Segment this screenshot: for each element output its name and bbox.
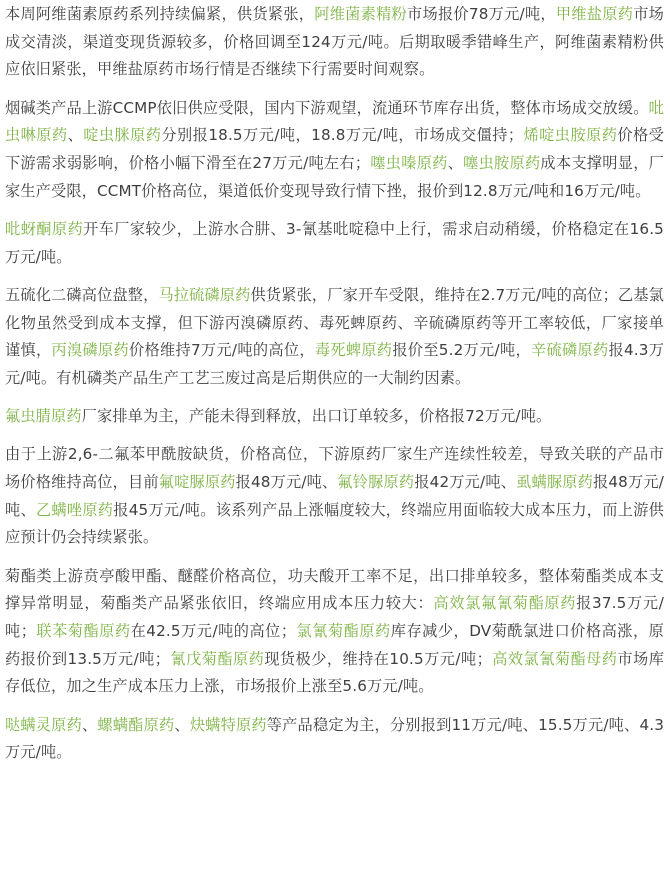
- text-run: 在42.5万元/吨的高位；: [130, 622, 297, 641]
- text-run: 现货极少，维持在10.5万元/吨；: [264, 649, 492, 668]
- product-link[interactable]: 阿维菌素精粉: [314, 5, 408, 23]
- paragraph-acaricides: [5, 712, 664, 767]
- text-run: 、: [81, 715, 98, 734]
- product-link[interactable]: 啶虫脒原药: [83, 126, 162, 145]
- text-run: 价格受下游需求弱影响，价格小幅下滑至在27万元/吨左右；: [5, 126, 664, 173]
- product-link[interactable]: 甲维盐原药: [555, 5, 634, 23]
- text-run: 供货紧张，厂家开车受限，维持在2.7万元/吨的高位；乙基氯化物虽然受到成本支撑，但下游丙溴磷原药、毒死蜱原药、辛硫磷原药等开工率较低，厂家接单谨慎，: [5, 285, 665, 360]
- text-run: 等产品稳定为主，分别报到11万元/吨、15.5万元/吨、4.3万元/吨。: [5, 715, 665, 762]
- product-link[interactable]: 氟虫腈原药: [5, 407, 82, 426]
- product-link[interactable]: 氯氰菊酯原药: [296, 622, 391, 641]
- text-run: 本周阿维菌素原药系列持续偏紧，供货紧张，: [5, 5, 315, 23]
- text-run: 市场库存低位，加之生产成本压力上涨，市场报价上涨至5.6万元/吨。: [5, 649, 665, 696]
- product-link[interactable]: 丙溴磷原药: [51, 341, 129, 360]
- text-run: 由于上游2,6-二氟苯甲酰胺缺货，价格高位，下游原药厂家生产连续性较差，导致关联的产品市场价格维持高位，目前: [5, 445, 664, 492]
- product-link[interactable]: 毒死蜱原药: [314, 341, 393, 360]
- product-link[interactable]: 烯啶虫胺原药: [523, 126, 618, 145]
- text-run: 市场报价78万元/吨，: [407, 5, 556, 23]
- text-run: 市场成交清淡，渠道变现货源较多，价格回调至124万元/吨。后期取暖季错峰生产，阿维菌素精粉供应依旧紧张，甲维盐原药市场行情是否继续下行需要时间观察。: [5, 5, 664, 79]
- product-link[interactable]: 高效氯氰菊酯母药: [491, 649, 618, 668]
- text-run: 报价至5.2万元/吨，: [392, 341, 531, 360]
- paragraph-benzoylureas: [5, 441, 664, 552]
- product-link[interactable]: 螺螨酯原药: [97, 715, 175, 734]
- product-link[interactable]: 氟铃脲原药: [337, 473, 415, 492]
- text-run: 报48万元/吨、: [235, 473, 338, 492]
- product-link[interactable]: 噻虫嗪原药: [370, 154, 448, 173]
- product-link[interactable]: 乙螨唑原药: [35, 500, 114, 519]
- product-link[interactable]: 高效氯氟氰菊酯原药: [433, 594, 577, 613]
- text-run: 、: [447, 154, 464, 173]
- text-run: 、: [174, 715, 190, 734]
- product-link[interactable]: 辛硫磷原药: [530, 341, 609, 360]
- product-link[interactable]: 吡蚜酮原药: [5, 219, 84, 238]
- text-run: 、: [67, 126, 84, 145]
- text-run: 五硫化二磷高位盘整，: [5, 285, 159, 304]
- paragraph-neonicotinoids: [5, 95, 664, 206]
- paragraph-pymetrozine: [5, 216, 664, 271]
- product-link[interactable]: 噻虫胺原药: [463, 154, 541, 173]
- text-run: 报45万元/吨。该系列产品上涨幅度较大，终端应用面临较大成本压力，而上游供应预计仍会持续紧张。: [5, 500, 664, 547]
- text-run: 报4.3万元/吨。有机磷类产品生产工艺三废过高是后期供应的一大制约因素。: [5, 341, 665, 387]
- paragraph-organophosphates: [5, 282, 664, 393]
- product-link[interactable]: 联苯菊酯原药: [36, 622, 131, 641]
- text-run: 菊酯类上游贲亭酸甲酯、醚醛价格高位，功夫酸开工率不足，出口排单较多，整体菊酯类成本支撑异常明显，菊酯类产品紧张依旧，终端应用成本压力较大：: [5, 566, 664, 613]
- product-link[interactable]: 吡虫啉原药: [5, 98, 664, 145]
- product-link[interactable]: 哒螨灵原药: [5, 715, 82, 734]
- text-run: 报42万元/吨、: [414, 473, 517, 492]
- product-link[interactable]: 虱螨脲原药: [516, 473, 593, 492]
- product-link[interactable]: 炔螨特原药: [189, 715, 267, 734]
- text-run: 分别报18.5万元/吨，18.8万元/吨，市场成交僵持；: [161, 126, 524, 145]
- text-run: 厂家排单为主，产能未得到释放，出口订单较多，价格报72万元/吨。: [81, 407, 552, 426]
- product-link[interactable]: 马拉硫磷原药: [158, 285, 251, 304]
- text-run: 价格维持7万元/吨的高位，: [128, 341, 315, 360]
- paragraph-fipronil: [5, 403, 664, 431]
- text-run: 库存减少，DV菊酰氯进口价格高涨，原药报价到13.5万元/吨；: [5, 622, 664, 668]
- text-run: 成本支撑明显，厂家生产受限，CCMT价格高位，渠道低价变现导致行情下挫，报价到12.8万元/吨和16万元/吨。: [5, 154, 664, 200]
- product-link[interactable]: 氰戊菊酯原药: [170, 649, 265, 668]
- text-run: 报48万元/吨、: [5, 473, 664, 519]
- text-run: 报37.5万元/吨；: [5, 594, 664, 641]
- paragraph-pyrethroids: [5, 563, 664, 702]
- paragraph-abamectin: [5, 1, 664, 84]
- product-link[interactable]: 氟啶脲原药: [158, 473, 236, 492]
- text-run: 烟碱类产品上游CCMP依旧供应受限，国内下游观望，流通环节库存出货，整体市场成交放缓。: [5, 98, 649, 117]
- text-run: 开车厂家较少，上游水合肼、3-氰基吡啶稳中上行，需求启动稍缓，价格稳定在16.5万元/吨。: [5, 219, 664, 266]
